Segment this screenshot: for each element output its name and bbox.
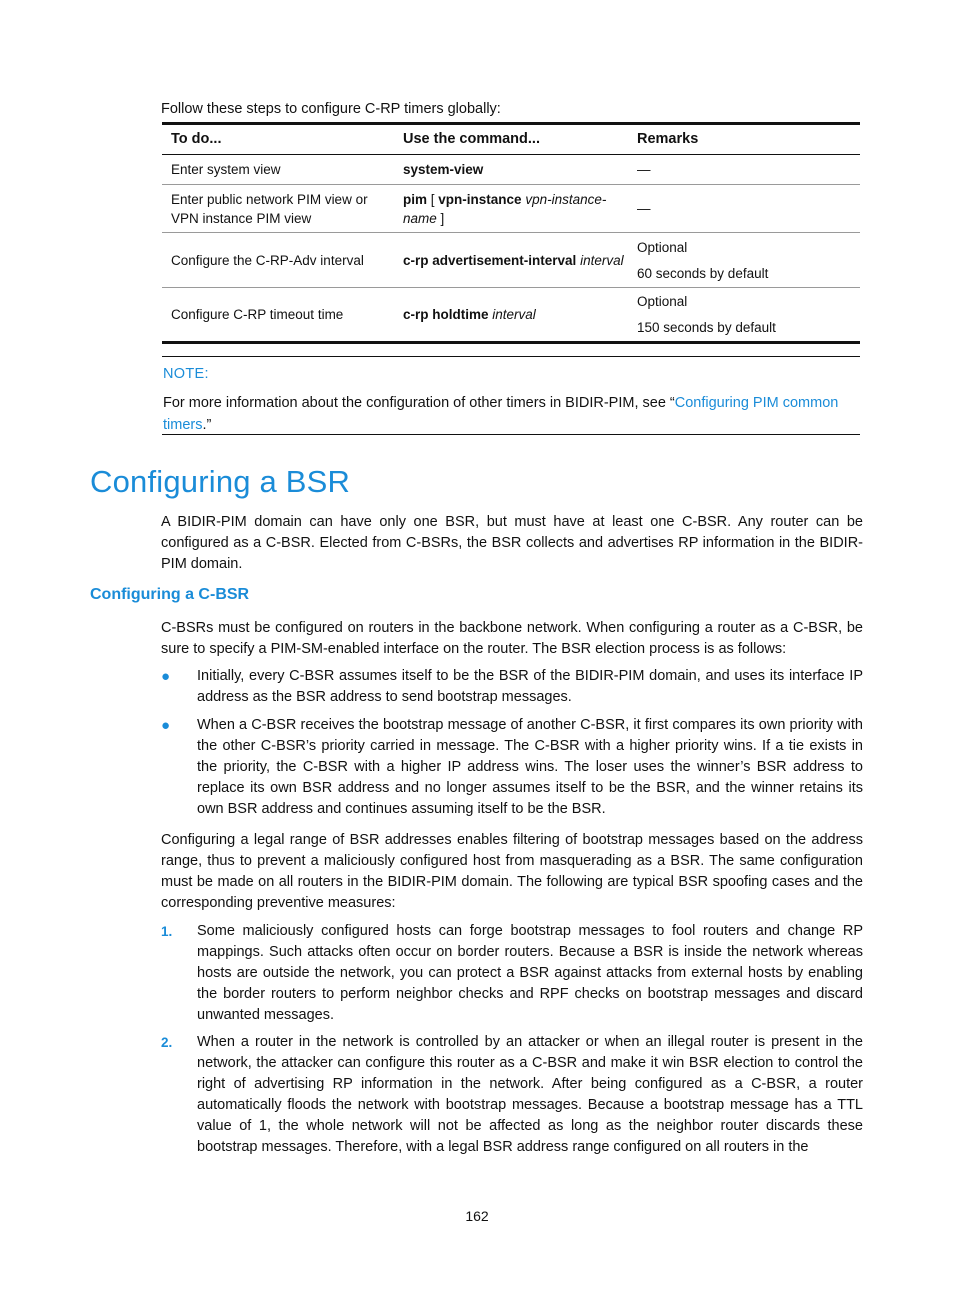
cell-todo: Enter system view (171, 162, 281, 177)
section-title: Configuring a BSR (90, 464, 351, 499)
table-row (162, 185, 860, 232)
bullet-icon: ● (161, 668, 171, 685)
timer-config-table (162, 122, 860, 344)
command-segment: interval (580, 252, 624, 268)
cell-remarks (629, 238, 860, 283)
command-segment: c-rp advertisement-interval (403, 252, 577, 268)
bullet-text: Initially, every C-BSR assumes itself to be the BSR of the BIDIR-PIM domain, and uses its interface IP address as the BSR address to send bootstrap messages. (197, 668, 863, 705)
note-top-rule (162, 356, 860, 357)
numbered-text: Some maliciously configured hosts can forge bootstrap messages to fool routers and change RP mappings. Such attacks often occur on border routers. Because a BSR is inside the network whereas hosts are outside the network, you can protect a BSR against attacks from external hosts by enabling the border routers to perform neighbor checks and RPF checks on bootstrap messages and discard unwanted messages. (197, 923, 863, 1023)
command-segment: ] (436, 210, 445, 226)
note-text-before: For more information about the configuration of other timers in BIDIR-PIM, see “ (163, 395, 675, 411)
cell-command (394, 305, 629, 324)
list-number: 1. (161, 924, 173, 939)
remark-line: — (637, 201, 651, 216)
cell-remarks (629, 199, 860, 218)
numbered-text: When a router in the network is controlled by an attacker or when an illegal router is present in the network, the attacker can configure this router as a C-BSR and make it win BSR election to control the right of advertising RP information in the network. After being configured as a C-BSR, a router automatically floods the network with bootstrap messages. Because a bootstrap message has a TTL value of 1, the whole network will not be affected as long as the neighbor router discards these bootstrap messages. Therefore, with a legal BSR address range configured on all routers in the (197, 1034, 863, 1155)
note-bottom-rule (162, 434, 860, 435)
note-text (163, 392, 863, 436)
table-row (162, 155, 860, 184)
command-segment: interval (492, 307, 536, 322)
cell-command (394, 190, 629, 228)
cell-remarks (629, 160, 860, 179)
command-segment: [ (427, 191, 439, 207)
command-segment: system-view (403, 162, 484, 177)
table-header (162, 125, 860, 154)
command-segment: pim (403, 191, 428, 207)
remark-line: 60 seconds by default (637, 265, 769, 281)
bullet-icon: ● (161, 717, 171, 734)
cell-todo: Configure the C-RP-Adv interval (171, 252, 364, 268)
sub-intro: C-BSRs must be configured on routers in the backbone network. When configuring a router as a C-BSR, be sure to specify a PIM-SM-enabled interface on the router. The BSR election process is as follows: (161, 620, 863, 657)
note-link[interactable]: Configuring PIM common timers (163, 395, 839, 433)
table-row (162, 288, 860, 341)
command-segment: vpn-instance-name (403, 191, 607, 226)
bullet-text: When a C-BSR receives the bootstrap message of another C-BSR, it first compares its own priority with the other C-BSR’s priority carried in message. The C-BSR with a higher priority wins. If a tie exists in the priority, the C-BSR with a higher IP address wins. The loser uses the winner’s BSR address to replace its own BSR address and no longer assumes itself to be the BSR, and the winner retains its own BSR address and continues assuming itself to be the BSR. (197, 717, 863, 817)
list-number: 2. (161, 1035, 173, 1050)
remark-line: Optional (637, 239, 688, 255)
subsection-title: Configuring a C-BSR (90, 586, 250, 603)
header-remarks: Remarks (637, 131, 699, 147)
cell-remarks (629, 292, 860, 337)
header-command: Use the command... (403, 131, 540, 147)
command-segment: vpn-instance (438, 191, 522, 207)
intro-text: Follow these steps to configure C-RP timers globally: (161, 101, 501, 117)
remark-line: 150 seconds by default (637, 320, 776, 335)
section-intro: A BIDIR-PIM domain can have only one BSR, but must have at least one C-BSR. Any router can be configured as a C-BSR. Elected from C-BSRs, the BSR collects and advertises RP information in the BIDIR-PIM domain. (161, 514, 863, 572)
remark-line: Optional (637, 294, 688, 309)
note-text-after: .” (202, 417, 212, 433)
remark-line: — (637, 162, 651, 177)
cell-todo: Configure C-RP timeout time (171, 307, 344, 322)
page-number: 162 (465, 1208, 489, 1224)
cell-command (394, 160, 629, 179)
table-row (162, 233, 860, 287)
command-segment: c-rp holdtime (403, 307, 489, 322)
range-paragraph: Configuring a legal range of BSR addresses enables filtering of bootstrap messages based on the address range, thus to prevent a maliciously configured host from masquerading as a BSR. The same configuration must be made on all routers in the BIDIR-PIM domain. The following are typical BSR spoofing cases and the corresponding preventive measures: (161, 832, 863, 911)
cell-command (394, 251, 629, 270)
note-label: NOTE: (163, 366, 209, 382)
cell-todo: Enter public network PIM view or VPN instance PIM view (171, 191, 368, 226)
header-todo: To do... (171, 131, 222, 147)
